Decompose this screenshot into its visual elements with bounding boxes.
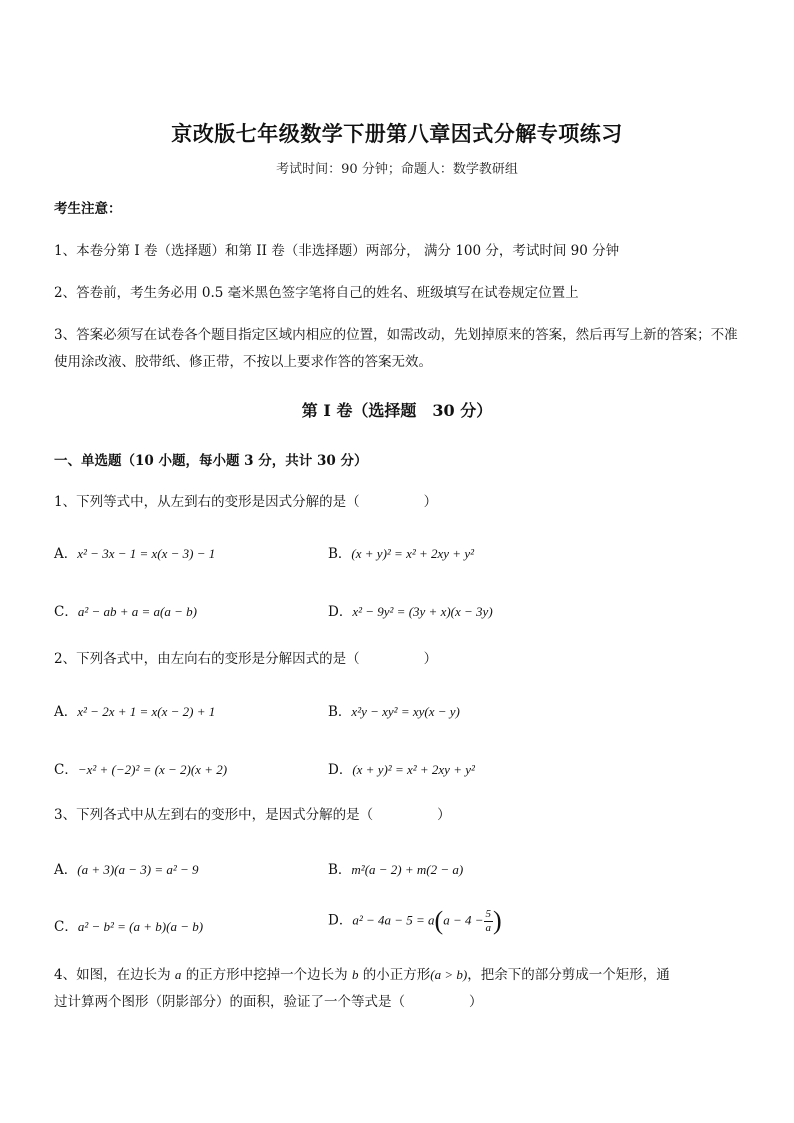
page-title: 京改版七年级数学下册第八章因式分解专项练习: [171, 121, 623, 146]
option-formula: (a + 3)(a − 3) = a² − 9: [77, 862, 199, 877]
condition-formula: (a > b): [430, 967, 468, 982]
q2-option-a: [54, 700, 215, 720]
question-3-stem: [54, 802, 744, 829]
question-stem-text: 3、下列各式中从左到右的变形中，是因式分解的是（: [54, 807, 374, 823]
q2-option-d: [328, 758, 475, 778]
question-4-stem: [54, 961, 744, 1016]
option-label: A．: [54, 546, 78, 562]
question-1-stem: [54, 489, 744, 516]
option-label: B．: [328, 704, 352, 720]
option-label: D．: [328, 762, 353, 778]
option-label: A．: [54, 862, 78, 878]
option-label: C．: [54, 762, 78, 778]
fraction-numerator: 5: [485, 907, 492, 920]
q1-option-c: [54, 600, 197, 620]
q2-option-b: [328, 700, 460, 720]
option-label: B．: [328, 546, 352, 562]
option-formula: a² − ab + a = a(a − b): [77, 604, 197, 619]
paren-close: ）: [423, 651, 438, 667]
option-formula: m²(a − 2) + m(2 − a): [351, 862, 464, 877]
option-label: C．: [54, 919, 78, 935]
option-formula: (x + y)² = x² + 2xy + y²: [352, 762, 475, 777]
question-stem-text: 4、如图，在边长为: [54, 967, 171, 983]
question-stem-text: 过计算两个图形（阴影部分）的面积，验证了一个等式是（: [54, 994, 405, 1010]
question-2-stem: [54, 646, 744, 673]
q2-option-c: [54, 758, 227, 778]
fraction: [484, 908, 494, 935]
question-stem-text: ，把余下的部分剪成一个矩形，通: [467, 967, 670, 983]
option-formula: x² − 2x + 1 = x(x − 2) + 1: [77, 704, 216, 719]
part-heading: 一、单选题（10 小题，每小题 3 分，共计 30 分）: [54, 453, 368, 469]
paren-close: ）: [423, 494, 438, 510]
option-formula: (x + y)² = x² + 2xy + y²: [351, 546, 474, 561]
option-label: B．: [328, 862, 352, 878]
q3-option-b: [328, 858, 463, 878]
question-stem-text: 的小正方形: [362, 967, 431, 983]
notice-item-2: 2、答卷前，考生务必用 0.5 毫米黑色签字笔将自己的姓名、班级填写在试卷规定位置上: [54, 285, 579, 301]
option-formula: a² − 4a − 5 = a: [352, 912, 435, 928]
question-stem-text: 2、下列各式中，由左向右的变形是分解因式的是（: [54, 651, 360, 667]
section-title: 第 I 卷（选择题 30 分）: [301, 401, 493, 420]
notice-item-3: 3、答案必须写在试卷各个题目指定区域内相应的位置，如需改动，先划掉原来的答案，然后再写上新的答案；不准使用涂改液、胶带纸、修正带，不按以上要求作答的答案无效。: [54, 327, 738, 370]
variable-a: a: [174, 967, 182, 982]
option-formula: a² − b² = (a + b)(a − b): [77, 919, 204, 934]
page-subtitle: 考试时间：90 分钟；命题人：数学教研组: [276, 162, 518, 177]
variable-b: b: [351, 967, 359, 982]
option-formula: x² − 9y² = (3y + x)(x − 3y): [352, 604, 493, 619]
option-label: C．: [54, 604, 78, 620]
paren-close: ）: [437, 807, 451, 823]
option-formula: x²y − xy² = xy(x − y): [351, 704, 460, 719]
q3-option-a: [54, 858, 199, 878]
option-formula-inner: a − 4 −: [443, 912, 484, 928]
option-formula: −x² + (−2)² = (x − 2)(x + 2): [77, 762, 228, 777]
question-stem-text: 1、下列等式中，从左到右的变形是因式分解的是（: [54, 494, 360, 510]
big-paren-close: ): [493, 906, 502, 935]
q1-option-a: [54, 542, 215, 562]
big-paren-open: (: [434, 906, 444, 935]
q1-option-d: [328, 600, 493, 620]
q3-option-c: [54, 915, 203, 935]
option-label: D．: [328, 912, 353, 929]
question-stem-text: 的正方形中挖掉一个边长为: [185, 967, 348, 983]
paren-close: ）: [469, 994, 483, 1010]
q1-option-b: [328, 542, 474, 562]
fraction-denominator: a: [485, 921, 492, 934]
option-formula: x² − 3x − 1 = x(x − 3) − 1: [77, 546, 216, 561]
option-label: A．: [54, 704, 78, 720]
notice-item-1: 1、本卷分第 I 卷（选择题）和第 II 卷（非选择题）两部分， 满分 100 分，考试时间 90 分钟: [54, 243, 620, 259]
q3-option-d: [328, 906, 502, 936]
option-label: D．: [328, 604, 353, 620]
notice-heading: 考生注意：: [54, 201, 122, 217]
